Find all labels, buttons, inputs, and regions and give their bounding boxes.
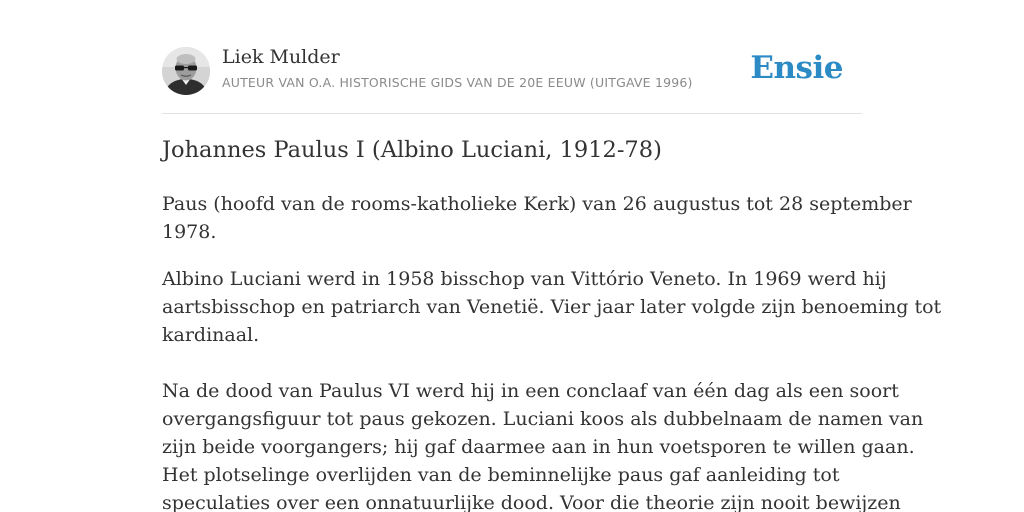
paragraph-line: zijn beide voorgangers; hij gaf daarmee aan in hun voetsporen te willen gaan. — [162, 436, 915, 458]
paragraph-line: speculaties over een onnatuurlijke dood. Voor die theorie zijn nooit bewijzen — [162, 492, 901, 512]
article-paragraph — [162, 377, 924, 512]
author-header — [162, 46, 862, 96]
header-divider — [162, 113, 862, 114]
paragraph-line: Paus (hoofd van de rooms-katholieke Kerk) van 26 augustus tot 28 september — [162, 193, 912, 215]
article-paragraph — [162, 265, 942, 349]
paragraph-line: Het plotselinge overlijden van de beminnelijke paus gaf aanleiding tot — [162, 464, 840, 486]
paragraph-gap — [162, 349, 862, 377]
paragraph-gap — [162, 246, 862, 265]
avatar[interactable] — [162, 47, 210, 95]
author-name[interactable]: Liek Mulder — [222, 46, 340, 68]
article-body — [162, 190, 942, 512]
author-photo-icon — [162, 47, 210, 95]
paragraph-line: kardinaal. — [162, 324, 260, 346]
article-paragraph — [162, 190, 912, 246]
paragraph-line: Albino Luciani werd in 1958 bisschop van Vittório Veneto. In 1969 werd hij — [162, 268, 887, 290]
paragraph-line: Na de dood van Paulus VI werd hij in een conclaaf van één dag als een soort — [162, 380, 899, 402]
paragraph-line: overgangsfiguur tot paus gekozen. Luciani koos als dubbelnaam de namen van — [162, 408, 924, 430]
page-title: Johannes Paulus I (Albino Luciani, 1912-78) — [162, 137, 662, 163]
paragraph-line: aartsbisschop en patriarch van Venetië. Vier jaar later volgde zijn benoeming tot — [162, 296, 942, 318]
ensie-logo[interactable]: Ensie — [750, 50, 843, 86]
author-description: AUTEUR VAN O.A. HISTORISCHE GIDS VAN DE 20E EEUW (UITGAVE 1996) — [222, 75, 693, 90]
paragraph-line: 1978. — [162, 221, 217, 243]
